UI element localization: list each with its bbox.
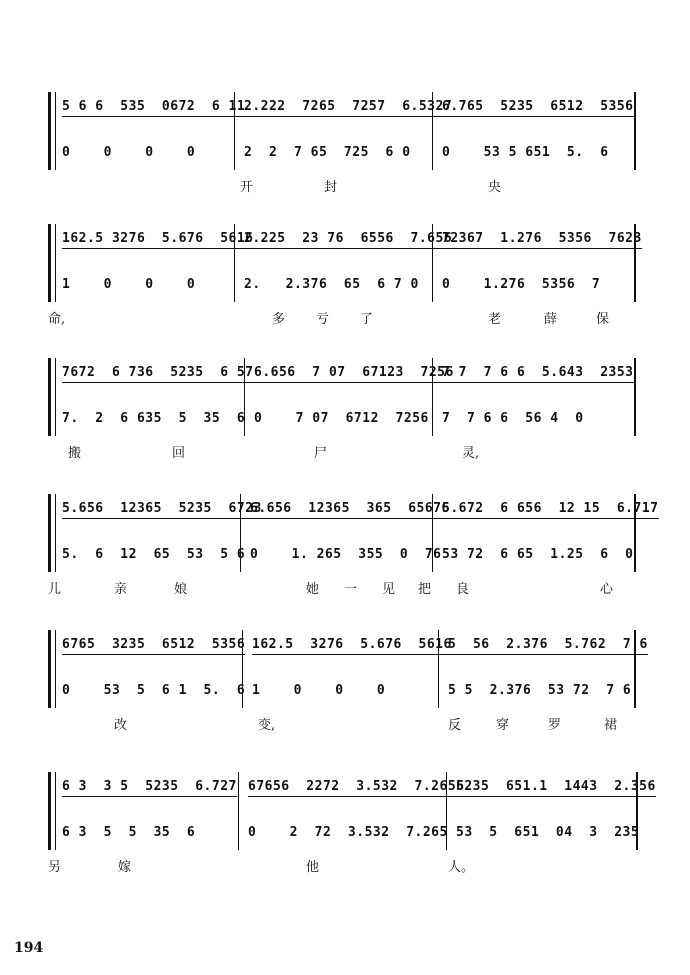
- lyric: 封: [324, 180, 338, 195]
- lyric: 亲: [114, 582, 128, 597]
- notation: 6 3 3 5 5235 6.727: [62, 779, 237, 797]
- notation: 0 7 07 6712 7256: [254, 410, 429, 426]
- score-system: [48, 358, 648, 478]
- notation: 2 2 7 65 725 6 0: [244, 144, 411, 160]
- measure: [456, 774, 656, 802]
- system-bracket-thin: [55, 772, 57, 850]
- notation: 5.672 6 656 12 15 6.717: [442, 501, 659, 519]
- notation: 1 0 0 0: [62, 276, 196, 292]
- notation: 2. 2.376 65 6 7 0: [244, 276, 419, 292]
- measure: [456, 818, 639, 846]
- system-bracket-thin: [55, 358, 57, 436]
- score-system: [48, 92, 648, 212]
- notation: 5235 651.1 1443 2.356: [456, 779, 656, 797]
- system-bracket: [48, 494, 55, 572]
- lyrics-row: [48, 442, 648, 462]
- measure: [254, 360, 454, 388]
- notation: 0 0 0 0: [62, 144, 196, 160]
- measure: [442, 138, 609, 166]
- measure: [442, 496, 659, 524]
- notation: 0 53 5 6 1 5. 6: [62, 682, 246, 698]
- measure: [244, 270, 419, 298]
- lyric: 老: [488, 312, 502, 327]
- notation: 7. 2 6 635 5 35 6: [62, 410, 246, 426]
- measure: [244, 138, 411, 166]
- system-bracket: [48, 92, 55, 170]
- lower-part: [62, 540, 648, 568]
- measure: [62, 94, 245, 122]
- system-bracket: [48, 358, 55, 436]
- measure: [244, 226, 452, 254]
- measure: [442, 540, 634, 568]
- notation: 53 72 6 65 1.25 6 0: [442, 546, 634, 562]
- lyric: 亏: [316, 312, 330, 327]
- lyric: 变,: [258, 718, 276, 733]
- lyric: 裙: [604, 718, 618, 733]
- system-bracket-thin: [55, 92, 57, 170]
- measure: [254, 404, 429, 432]
- system-bracket-thin: [55, 494, 57, 572]
- lyric: 娘: [174, 582, 188, 597]
- lyric: 人。: [448, 860, 475, 875]
- notation: 6765 3235 6512 5356: [62, 637, 245, 655]
- notation: 6.765 5235 6512 5356: [442, 99, 634, 117]
- notation: 6 3 5 5 35 6: [62, 824, 196, 840]
- measure: [244, 94, 452, 122]
- lyric: 回: [172, 446, 186, 461]
- lyric: 罗: [548, 718, 562, 733]
- measure: [448, 632, 648, 660]
- measure: [442, 270, 600, 298]
- notation: 0 2 72 3.532 7.265: [248, 824, 448, 840]
- notation: 7 7 6 6 56 4 0: [442, 410, 584, 426]
- lower-part: [62, 404, 648, 432]
- measure: [62, 774, 237, 802]
- lyric: 他: [306, 860, 320, 875]
- notation: 2.225 23 76 6556 7.656: [244, 231, 452, 249]
- upper-part: [62, 94, 648, 122]
- measure: [62, 540, 245, 568]
- measure: [62, 138, 195, 166]
- notation: 6.656 12365 365 65676: [250, 501, 450, 519]
- measure: [62, 676, 245, 704]
- notation: 162.5 3276 5.676 5616: [62, 231, 254, 249]
- lower-part: [62, 270, 648, 298]
- score-system: [48, 772, 656, 892]
- measure: [62, 404, 245, 432]
- lyrics-row: [48, 578, 648, 598]
- notation: 5 5 2.376 53 72 7 6: [448, 682, 632, 698]
- notation: 5. 6 12 65 53 5 6: [62, 546, 246, 562]
- lyric: 了: [360, 312, 374, 327]
- notation: 5.656 12365 5235 6723: [62, 501, 262, 519]
- lyric: 一: [344, 582, 358, 597]
- notation: 5 6 6 535 0672 6 11: [62, 99, 245, 117]
- lyric: 央: [488, 180, 502, 195]
- lyrics-row: [48, 176, 648, 196]
- lower-part: [62, 138, 648, 166]
- notation: 72367 1.276 5356 7623: [442, 231, 642, 249]
- notation: 0 53 5 651 5. 6: [442, 144, 609, 160]
- lyric: 嫁: [118, 860, 132, 875]
- measure: [250, 496, 450, 524]
- system-bracket-thin: [55, 224, 57, 302]
- lyric: 见: [382, 582, 396, 597]
- measure: [248, 818, 448, 846]
- lyric: 搬: [68, 446, 82, 461]
- lower-part: [62, 676, 648, 704]
- notation: 5 56 2.376 5.762 7 6: [448, 637, 648, 655]
- lyric: 儿: [48, 582, 62, 597]
- notation: 1 0 0 0: [252, 682, 386, 698]
- measure: [62, 360, 254, 388]
- measure: [252, 632, 452, 660]
- measure: [442, 226, 642, 254]
- score-system: [48, 630, 648, 750]
- upper-part: [62, 360, 648, 388]
- lyric: 改: [114, 718, 128, 733]
- measure: [442, 94, 634, 122]
- lyric: 反: [448, 718, 462, 733]
- system-bracket: [48, 772, 55, 850]
- lyric: 良: [456, 582, 470, 597]
- measure: [442, 360, 634, 388]
- lyric: 多: [272, 312, 286, 327]
- lyric: 薛: [544, 312, 558, 327]
- measure: [250, 540, 442, 568]
- notation: 0 1.276 5356 7: [442, 276, 601, 292]
- lyrics-row: [48, 308, 648, 328]
- notation: 162.5 3276 5.676 5616: [252, 637, 452, 655]
- lyric: 另: [48, 860, 62, 875]
- lyrics-row: [48, 714, 648, 734]
- upper-part: [62, 496, 659, 524]
- lyric: 灵,: [462, 446, 480, 461]
- notation: 53 5 651 04 3 235: [456, 824, 640, 840]
- measure: [62, 270, 195, 298]
- lyric: 把: [418, 582, 432, 597]
- measure: [62, 226, 254, 254]
- notation: 0 1. 265 355 0 76: [250, 546, 442, 562]
- measure: [62, 496, 262, 524]
- score-system: [48, 224, 648, 344]
- measure: [252, 676, 385, 704]
- lyric: 穿: [496, 718, 510, 733]
- lyric: 她: [306, 582, 320, 597]
- lyric: 心: [600, 582, 614, 597]
- upper-part: [62, 632, 648, 660]
- upper-part: [62, 226, 648, 254]
- measure: [448, 676, 631, 704]
- measure: [62, 632, 245, 660]
- notation: 7 7 7 6 6 5.643 2353: [442, 365, 634, 383]
- measure: [62, 818, 195, 846]
- notation: 6.656 7 07 67123 7256: [254, 365, 454, 383]
- lyric: 命,: [48, 312, 66, 327]
- notation: 7672 6 736 5235 6 57: [62, 365, 254, 383]
- system-bracket: [48, 630, 55, 708]
- upper-part: [62, 774, 656, 802]
- notation: 67656 2272 3.532 7.2656: [248, 779, 465, 797]
- measure: [248, 774, 465, 802]
- notation: 2.222 7265 7257 6.5327: [244, 99, 452, 117]
- lyric: 保: [596, 312, 610, 327]
- lyric: 尸: [314, 446, 328, 461]
- page-number: 194: [14, 940, 44, 956]
- system-bracket-thin: [55, 630, 57, 708]
- lyrics-row: [48, 856, 648, 876]
- system-bracket: [48, 224, 55, 302]
- lyric: 开: [240, 180, 254, 195]
- measure: [442, 404, 584, 432]
- lower-part: [62, 818, 648, 846]
- score-system: [48, 494, 659, 614]
